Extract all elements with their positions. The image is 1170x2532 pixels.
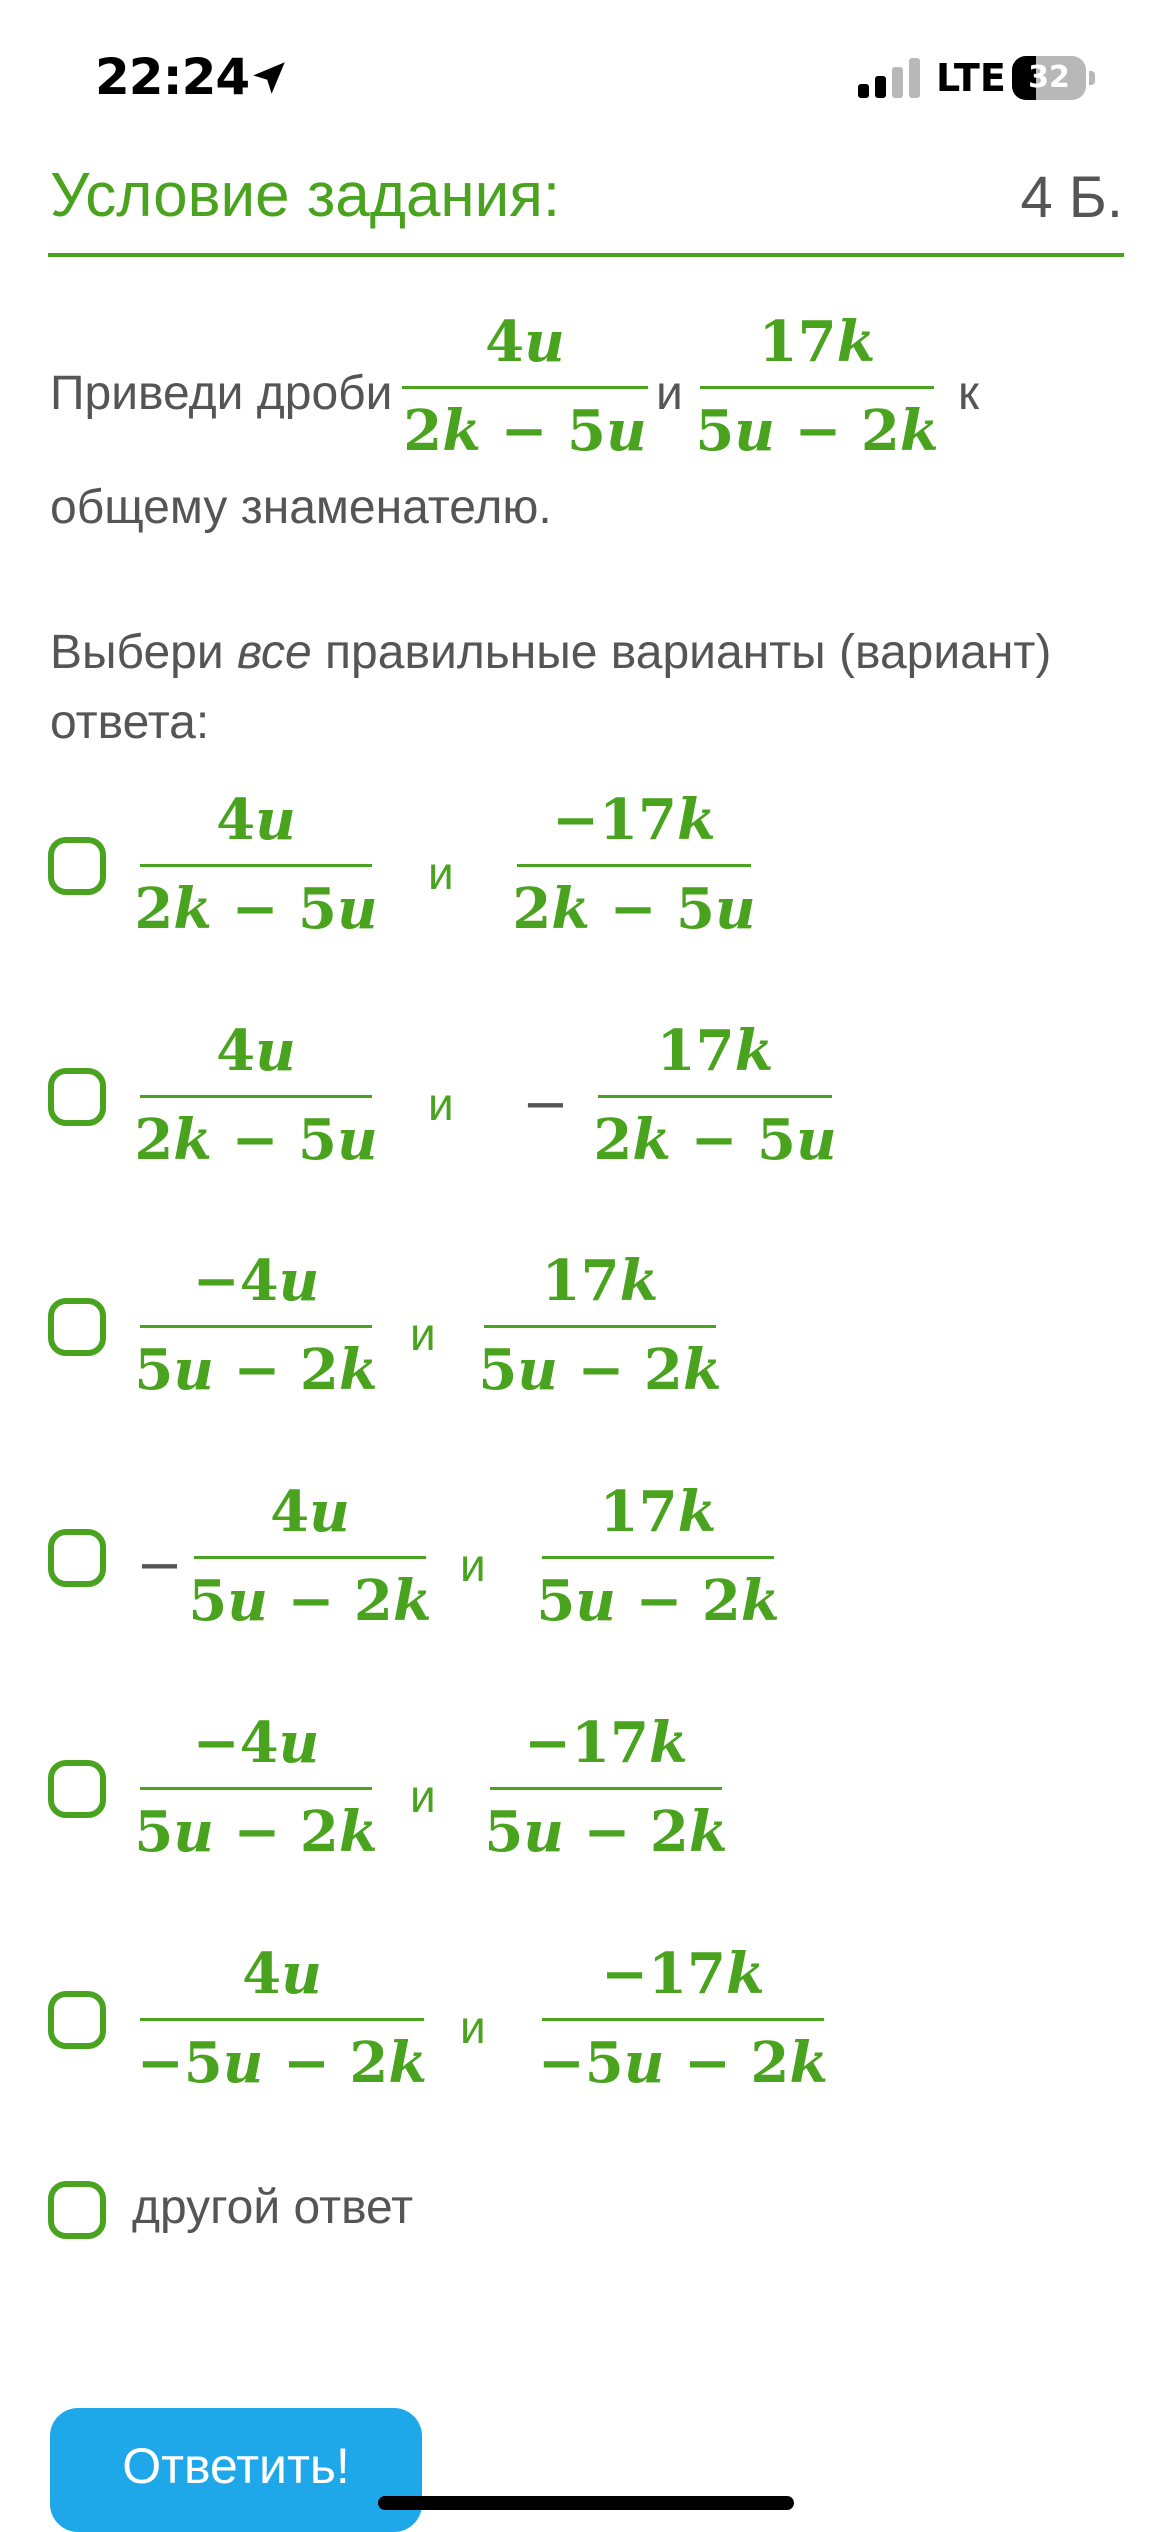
status-bar <box>0 0 1170 150</box>
option-4-minus: − <box>136 1533 183 1598</box>
option-other-checkbox[interactable] <box>48 2181 106 2239</box>
option-5-checkbox[interactable] <box>48 1760 106 1818</box>
option-4-checkbox[interactable] <box>48 1529 106 1587</box>
option-3-fraction-2: 17k 5u − 2k <box>478 1248 722 1403</box>
header-divider <box>48 253 1124 257</box>
option-5-conjunction: и <box>410 1770 436 1822</box>
option-2-fraction-2: 17k 2k − 5u <box>593 1018 837 1173</box>
battery-icon <box>1012 56 1096 100</box>
network-type: LTE <box>936 56 1006 100</box>
option-2-fraction-1: 4u 2k − 5u <box>134 1018 378 1173</box>
option-5-fraction-1: −4u 5u − 2k <box>134 1710 378 1865</box>
option-4-conjunction: и <box>460 1539 486 1591</box>
option-2-conjunction: и <box>428 1078 454 1130</box>
option-6-fraction-2: −17k −5u − 2k <box>537 1941 829 2096</box>
home-indicator[interactable] <box>378 2496 794 2510</box>
option-1-fraction-2: −17k 2k − 5u <box>512 787 756 942</box>
task-points: 4 Б. <box>1020 165 1123 230</box>
option-other-label[interactable]: другой ответ <box>132 2181 414 2234</box>
option-5-fraction-2: −17k 5u − 2k <box>484 1710 728 1865</box>
question-suffix: к <box>958 367 979 420</box>
location-arrow-icon <box>248 57 290 99</box>
option-3-checkbox[interactable] <box>48 1298 106 1356</box>
instruction-line2: ответа: <box>50 696 210 749</box>
option-4-fraction-2: 17k 5u − 2k <box>536 1479 780 1634</box>
option-2-checkbox[interactable] <box>48 1068 106 1126</box>
status-time: 22:24 <box>95 48 250 106</box>
option-4-fraction-1: 4u 5u − 2k <box>188 1479 432 1634</box>
option-1-conjunction: и <box>428 847 454 899</box>
question-prefix: Приведи дроби <box>50 367 393 420</box>
option-1-checkbox[interactable] <box>48 837 106 895</box>
option-2-minus: − <box>522 1072 569 1137</box>
battery-percent: 32 <box>1028 60 1070 95</box>
instruction-line1: Выбери все правильные варианты (вариант) <box>50 626 1052 679</box>
question-fraction-2: 17k 5u − 2k <box>695 309 939 464</box>
submit-button[interactable]: Ответить! <box>50 2408 422 2532</box>
question-fraction-1: 4u 2k − 5u <box>403 309 647 464</box>
question-conjunction: и <box>656 367 683 420</box>
option-6-fraction-1: 4u −5u − 2k <box>136 1941 428 2096</box>
cellular-signal-icon <box>858 58 922 98</box>
question-line2: общему знаменателю. <box>50 481 552 534</box>
option-1-fraction-1: 4u 2k − 5u <box>134 787 378 942</box>
option-6-conjunction: и <box>460 2001 486 2053</box>
option-3-conjunction: и <box>410 1308 436 1360</box>
task-title: Условие задания: <box>50 161 561 230</box>
option-6-checkbox[interactable] <box>48 1991 106 2049</box>
option-3-fraction-1: −4u 5u − 2k <box>134 1248 378 1403</box>
